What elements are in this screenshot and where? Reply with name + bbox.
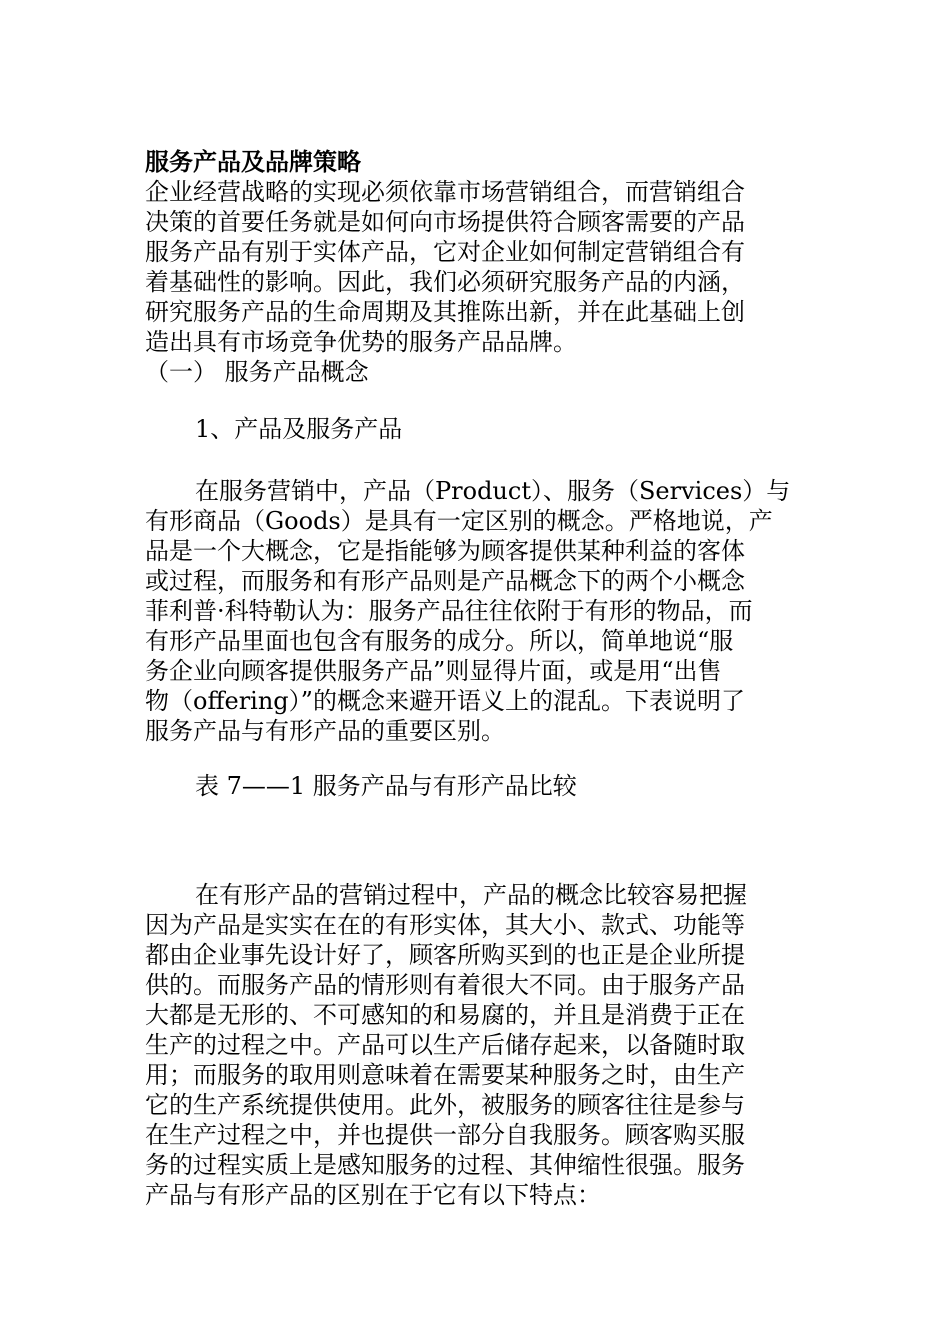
paragraph-line: 用；而服务的取用则意味着在需要某种服务之时，由生产 [145,1061,745,1089]
paragraph-line: 务企业向顾客提供服务产品”则显得片面，或是用“出售 [145,657,722,685]
paragraph-line: 有形产品里面也包含有服务的成分。所以，简单地说“服 [145,627,734,655]
paragraph-line: 供的。而服务产品的情形则有着很大不同。由于服务产品 [145,971,745,999]
paragraph-line: 品是一个大概念，它是指能够为顾客提供某种利益的客体 [145,537,745,565]
paragraph-line: 菲利普·科特勒认为：服务产品往往依附于有形的物品，而 [145,597,753,625]
intro-line: 着基础性的影响。因此，我们必须研究服务产品的内涵， [145,268,745,296]
paragraph-line: 服务产品与有形产品的重要区别。 [145,717,505,745]
paragraph-line: 因为产品是实实在在的有形实体，其大小、款式、功能等 [145,911,745,939]
paragraph-line: 产品与有形产品的区别在于它有以下特点： [145,1181,601,1209]
paragraph-line: 务的过程实质上是感知服务的过程、其伸缩性很强。服务 [145,1151,745,1179]
intro-line: 决策的首要任务就是如何向市场提供符合顾客需要的产品 [145,208,745,236]
intro-line: 研究服务产品的生命周期及其推陈出新，并在此基础上创 [145,298,745,326]
intro-line: 造出具有市场竞争优势的服务产品品牌。 [145,328,577,356]
paragraph-line: 它的生产系统提供使用。此外，被服务的顾客往往是参与 [145,1091,745,1119]
subsection-heading: 1、产品及服务产品 [195,415,403,443]
paragraph-line: 在有形产品的营销过程中，产品的概念比较容易把握 [195,881,747,909]
table-caption: 表 7——1 服务产品与有形产品比较 [195,772,577,800]
intro-line: 服务产品有别于实体产品，它对企业如何制定营销组合有 [145,238,745,266]
paragraph-line: 都由企业事先设计好了，顾客所购买到的也正是企业所提 [145,941,745,969]
paragraph-line: 或过程，而服务和有形产品则是产品概念下的两个小概念 [145,567,745,595]
paragraph-line: 有形商品（Goods）是具有一定区别的概念。严格地说，产 [145,507,773,535]
paragraph-line: 在服务营销中，产品（Product）、服务（Services）与 [195,477,791,505]
paragraph-line: 生产的过程之中。产品可以生产后储存起来，以备随时取 [145,1031,745,1059]
intro-line: 企业经营战略的实现必须依靠市场营销组合，而营销组合 [145,178,745,206]
section-heading: （一） 服务产品概念 [145,358,369,386]
paragraph-line: 在生产过程之中，并也提供一部分自我服务。顾客购买服 [145,1121,745,1149]
document-title: 服务产品及品牌策略 [145,147,361,176]
paragraph-line: 物（offering）”的概念来避开语义上的混乱。下表说明了 [145,687,745,715]
paragraph-line: 大都是无形的、不可感知的和易腐的，并且是消费于正在 [145,1001,745,1029]
